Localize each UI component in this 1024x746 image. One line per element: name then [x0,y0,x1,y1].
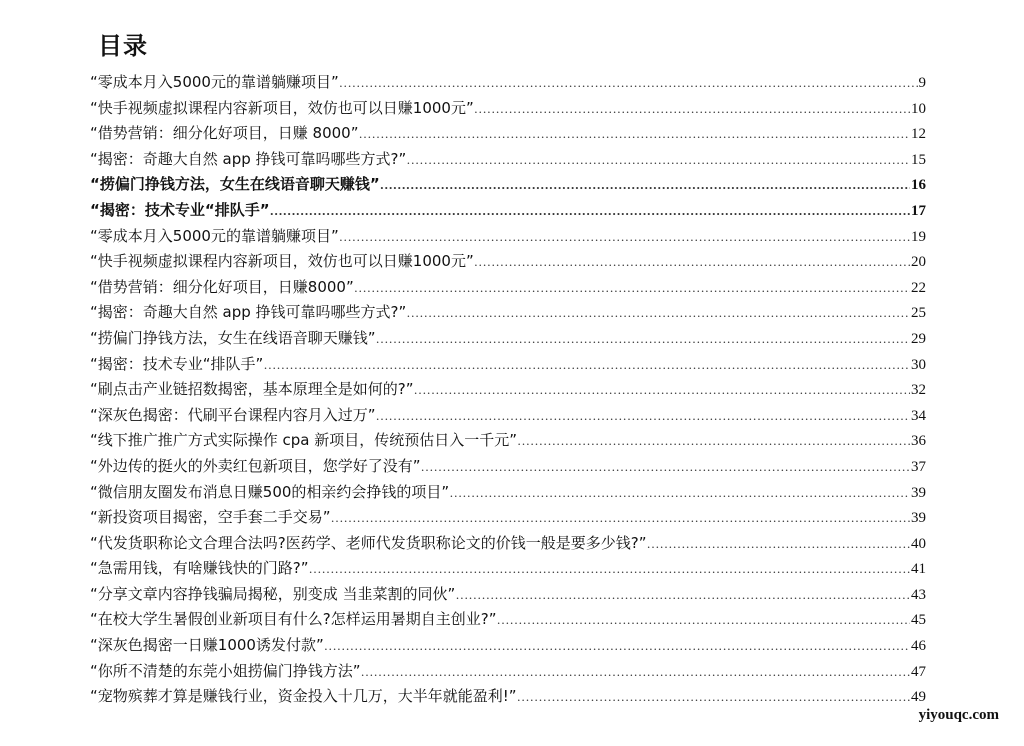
toc-entry[interactable] [90,633,926,659]
toc-page-number: 46 [911,638,926,655]
toc-entry-title: “在校大学生暑假创业新项目有什么?怎样运用暑期自主创业?” [90,610,497,629]
toc-dot-leader [474,249,910,275]
toc-entry-title: “借势营销：细分化好项目，日赚8000” [90,277,354,296]
toc-entry-title: “揭密：技术专业“排队手” [90,200,270,219]
toc-entry-title: “借势营销：细分化好项目，日赚 8000” [90,124,359,143]
toc-dot-leader [354,275,910,301]
toc-page-number: 39 [911,484,926,501]
toc-entry[interactable] [90,556,926,582]
toc-entry[interactable] [90,607,926,633]
toc-page-number: 25 [911,305,926,322]
toc-entry[interactable] [90,582,926,608]
toc-entry[interactable] [90,198,926,224]
toc-entry-title: “急需用钱，有啥赚钱快的门路?” [90,559,309,578]
toc-dot-leader [517,684,910,710]
toc-dot-leader [414,377,910,403]
toc-entry[interactable] [90,326,926,352]
toc-entry-title: “你所不清楚的东莞小姐捞偏门挣钱方法” [90,661,361,680]
toc-entry-title: “零成本月入5000元的靠谱躺赚项目” [90,73,339,91]
toc-page-number: 36 [911,433,926,450]
toc-entry-title: “捞偏门挣钱方法，女生在线语音聊天赚钱” [90,175,380,194]
toc-entry-title: “新投资项目揭密，空手套二手交易” [90,508,331,527]
toc-page-number: 32 [911,382,926,399]
watermark: yiyouqc.com [916,707,1002,724]
toc-entry-title: “揭密：奇趣大自然 app 挣钱可靠吗哪些方式?” [90,149,407,168]
toc-page-number: 49 [911,689,926,706]
toc-entry[interactable] [90,377,926,403]
toc-dot-leader [361,659,910,685]
toc-page-number: 40 [911,535,926,552]
toc-page-number: 47 [911,663,926,680]
toc-entry[interactable] [90,403,926,429]
toc-entry[interactable] [90,531,926,557]
toc-page-number: 19 [911,228,926,245]
toc-dot-leader [339,70,918,96]
toc-page-number: 22 [911,279,926,296]
toc-page-number: 15 [911,151,926,168]
toc-title: 目录 [98,32,148,60]
toc-dot-leader [339,224,910,250]
toc-entry[interactable] [90,147,926,173]
toc-entry[interactable] [90,505,926,531]
toc-page-number: 29 [911,330,926,347]
toc-entry[interactable] [90,96,926,122]
toc-page-number: 17 [911,202,926,219]
toc-page-number: 34 [911,407,926,424]
toc-entry[interactable] [90,70,926,96]
toc-dot-leader [455,582,910,608]
toc-dot-leader [376,326,910,352]
toc-dot-leader [324,633,910,659]
toc-dot-leader [474,96,910,122]
toc-page-number: 20 [911,254,926,271]
toc-page-number: 10 [911,100,926,117]
toc-entry-title: “外边传的挺火的外卖红包新项目，您学好了没有” [90,456,421,475]
toc-entry-title: “分享文章内容挣钱骗局揭秘，别变成 当韭菜割的同伙” [90,584,456,603]
toc-page-number: 41 [911,561,926,578]
toc-page-number: 37 [911,458,926,475]
toc-dot-leader [646,531,910,557]
toc-entry[interactable] [90,659,926,685]
toc-entry-title: “深灰色揭密一日赚1000诱发付款” [90,636,324,655]
toc-page-number: 12 [911,126,926,143]
toc-entry-title: “深灰色揭密：代刷平台课程内容月入过万” [90,405,376,424]
toc-entry-title: “零成本月入5000元的靠谱躺赚项目” [90,226,339,245]
toc-page-number: 45 [911,612,926,629]
toc-entry[interactable] [90,275,926,301]
toc-entry-title: “揭密：奇趣大自然 app 挣钱可靠吗哪些方式?” [90,303,407,322]
toc-entry[interactable] [90,454,926,480]
toc-dot-leader [263,352,910,378]
toc-entry[interactable] [90,224,926,250]
toc-dot-leader [331,505,910,531]
toc-entry[interactable] [90,249,926,275]
toc-entry-title: “线下推广推广方式实际操作 cpa 新项目，传统预估日入一千元” [90,431,518,450]
toc-entry[interactable] [90,300,926,326]
toc-dot-leader [376,403,910,429]
toc-dot-leader [449,480,910,506]
toc-entry-title: “快手视频虚拟课程内容新项目，效仿也可以日赚1000元” [90,98,474,117]
toc-entry-title: “刷点击产业链招数揭密，基本原理全是如何的?” [90,380,414,399]
toc-dot-leader [359,121,911,147]
toc-entry[interactable] [90,121,926,147]
toc-entry-title: “代发货职称论文合理合法吗?医药学、老师代发货职称论文的价钱一般是要多少钱?” [90,533,647,552]
toc-dot-leader [270,198,910,224]
toc-page-number: 30 [911,356,926,373]
toc-dot-leader [517,428,910,454]
toc-page-number: 9 [918,75,926,91]
toc-list [90,70,926,710]
toc-entry-title: “揭密：技术专业“排队手” [90,354,264,373]
toc-entry-title: “宠物殡葬才算是赚钱行业，资金投入十几万，大半年就能盈利!” [90,687,517,706]
toc-entry[interactable] [90,684,926,710]
toc-dot-leader [380,172,910,198]
toc-entry-title: “捞偏门挣钱方法，女生在线语音聊天赚钱” [90,328,376,347]
toc-dot-leader [406,147,910,173]
toc-entry[interactable] [90,480,926,506]
toc-entry[interactable] [90,428,926,454]
toc-entry[interactable] [90,352,926,378]
toc-dot-leader [309,556,910,582]
toc-entry[interactable] [90,172,926,198]
toc-entry-title: “微信朋友圈发布消息日赚500的相亲约会挣钱的项目” [90,482,450,501]
toc-page-number: 43 [911,586,926,603]
toc-dot-leader [421,454,910,480]
toc-page-number: 39 [911,510,926,527]
toc-dot-leader [496,607,910,633]
toc-page-number: 16 [911,177,926,194]
toc-entry-title: “快手视频虚拟课程内容新项目，效仿也可以日赚1000元” [90,252,474,271]
toc-dot-leader [406,300,910,326]
